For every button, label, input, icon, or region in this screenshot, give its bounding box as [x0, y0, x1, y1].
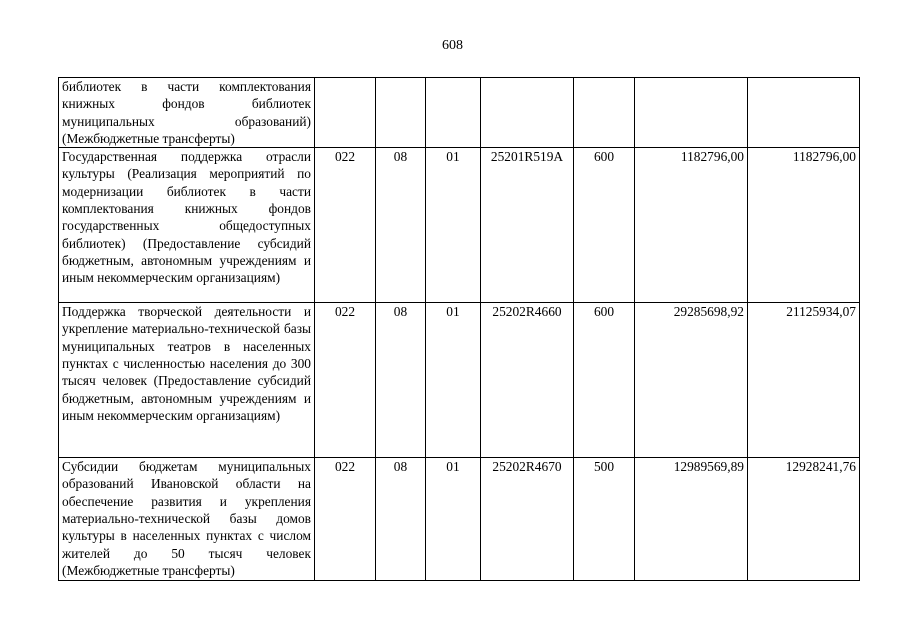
amount-2-cell: [748, 78, 860, 148]
admin-code-cell: 022: [315, 458, 376, 581]
table-row: [59, 458, 860, 581]
target-article-cell: 25202R4670: [481, 458, 574, 581]
table-row: [59, 303, 860, 458]
row-description: Поддержка творческой деятельности и укрепление материально-технической базы муниципальных театров в населенных пунктах с численностью населения до 300 тысяч человек (Предоставление субсидий бюджетным, автономным учреждениям и иным некоммерческим организациям): [59, 303, 315, 458]
row-description: Государственная поддержка отрасли культуры (Реализация мероприятий по модернизации библиотек в части комплектования книжных фондов государственных общедоступных библиотек) (Предоставление субсидий бюджетным, автономным учреждениям и иным некоммерческим организациям): [59, 148, 315, 303]
subsection-code-cell: [426, 78, 481, 148]
table-row: [59, 148, 860, 303]
amount-2-cell: 1182796,00: [748, 148, 860, 303]
amount-2-cell: 12928241,76: [748, 458, 860, 581]
admin-code-cell: [315, 78, 376, 148]
admin-code-cell: 022: [315, 148, 376, 303]
section-code-cell: 08: [376, 303, 426, 458]
subsection-code-cell: 01: [426, 303, 481, 458]
subsection-code-cell: 01: [426, 458, 481, 581]
expense-type-cell: 500: [574, 458, 635, 581]
table-row: [59, 78, 860, 148]
target-article-cell: 25201R519А: [481, 148, 574, 303]
amount-1-cell: 12989569,89: [635, 458, 748, 581]
page-number: 608: [442, 38, 463, 53]
section-code-cell: 08: [376, 148, 426, 303]
section-code-cell: 08: [376, 458, 426, 581]
section-code-cell: [376, 78, 426, 148]
expense-type-cell: [574, 78, 635, 148]
row-description: библиотек в части комплектования книжных фондов библиотек муниципальных образований) (Межбюджетные трансферты): [59, 78, 315, 148]
amount-2-cell: 21125934,07: [748, 303, 860, 458]
admin-code-cell: 022: [315, 303, 376, 458]
amount-1-cell: 29285698,92: [635, 303, 748, 458]
expense-type-cell: 600: [574, 148, 635, 303]
target-article-cell: [481, 78, 574, 148]
row-description: Субсидии бюджетам муниципальных образований Ивановской области на обеспечение развития и укрепления материально-технической базы домов культуры в населенных пунктах с числом жителей до 50 тысяч человек (Межбюджетные трансферты): [59, 458, 315, 581]
amount-1-cell: [635, 78, 748, 148]
budget-table: [58, 77, 860, 581]
target-article-cell: 25202R4660: [481, 303, 574, 458]
amount-1-cell: 1182796,00: [635, 148, 748, 303]
subsection-code-cell: 01: [426, 148, 481, 303]
expense-type-cell: 600: [574, 303, 635, 458]
